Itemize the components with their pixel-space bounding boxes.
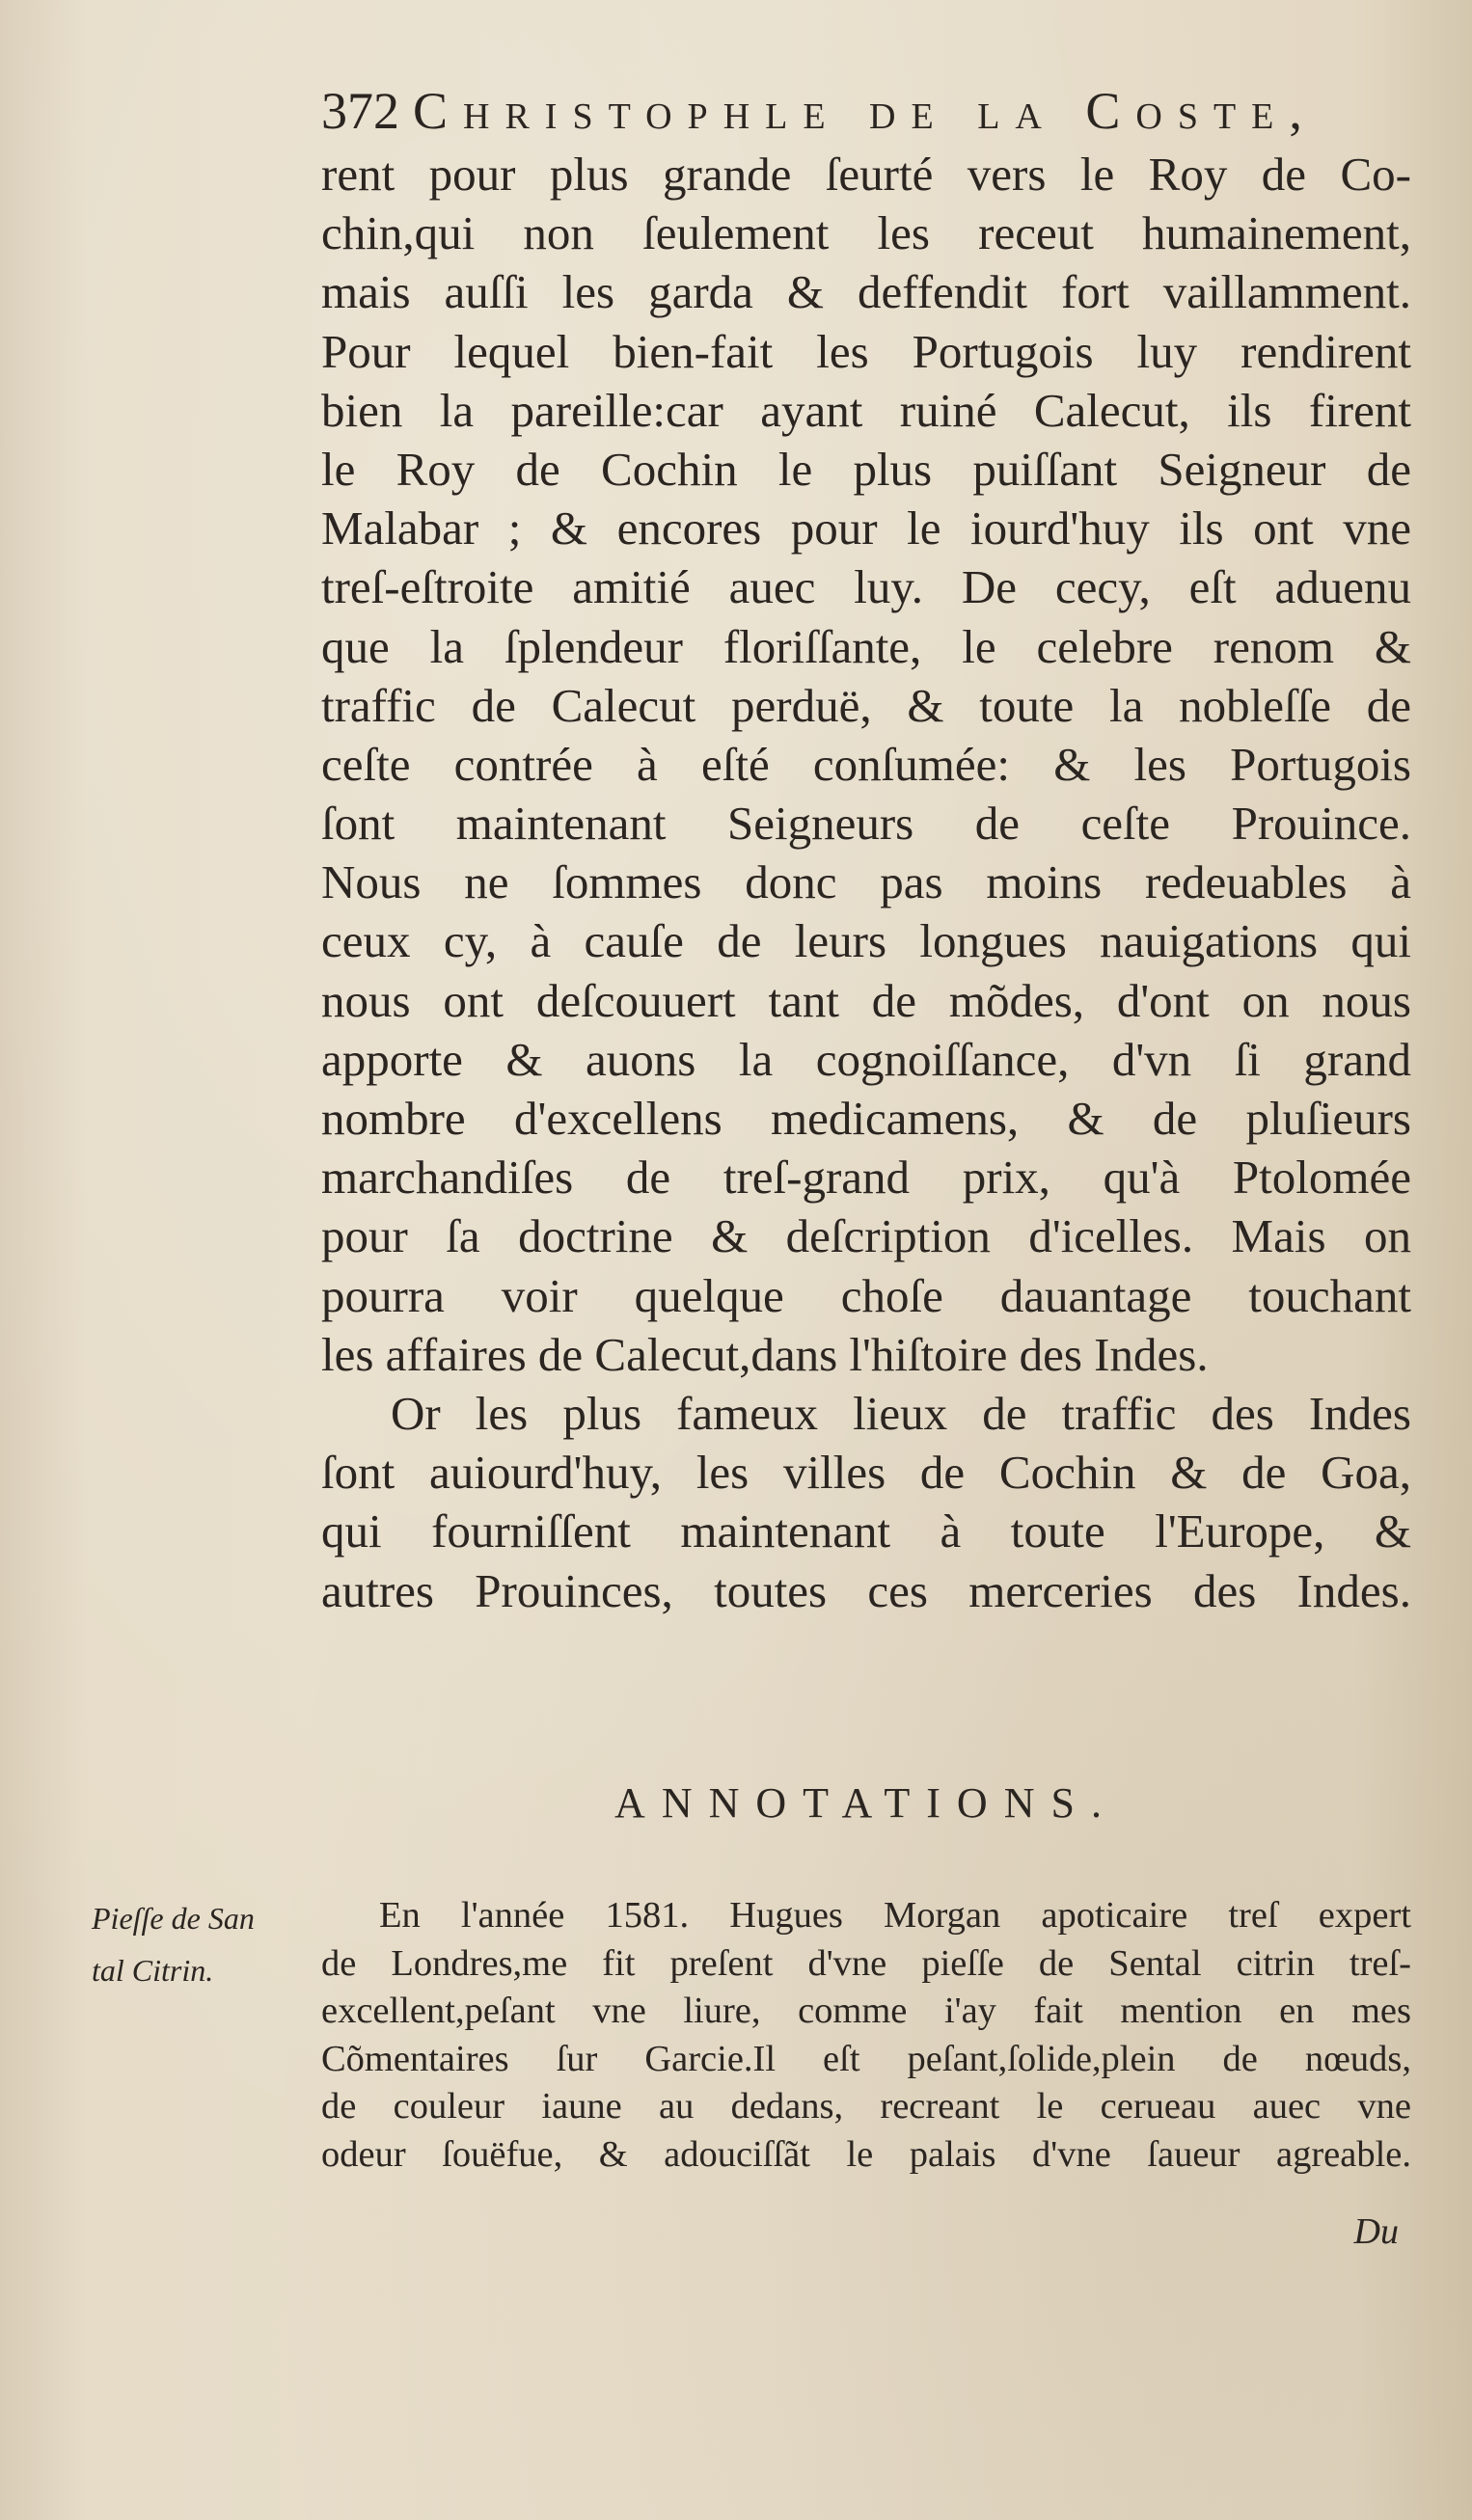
running-head: Christophle de la Coste, [413, 82, 1318, 140]
annotation-first-line: En l'année 1581. Hugues Morgan apoticaire treſ expert [379, 1895, 1411, 1936]
page-number: 372 [321, 82, 399, 140]
margin-note-line: Pieſſe de San [92, 1901, 255, 1936]
margin-note [92, 1892, 323, 1996]
annotations-heading: ANNOTATIONS. [614, 1779, 1118, 1827]
text-line: bien la pareille:car ayant ruiné Calecut, ils firent [321, 383, 1411, 437]
text-line: Nous ne ſommes donc pas moins redeuables à [321, 855, 1411, 909]
text-line: treſ-eſtroite amitié auec luy. De cecy, eſt aduenu [321, 560, 1411, 614]
text-line: nombre d'excellens medicamens, & de pluſieurs [321, 1092, 1411, 1145]
text-line: pourra voir quelque choſe dauantage touchant [321, 1268, 1411, 1322]
text-line: les affaires de Calecut,dans l'hiſtoire des Indes. [321, 1327, 1209, 1381]
text-line: le Roy de Cochin le plus puiſſant Seigneur de [321, 442, 1411, 496]
margin-note-line: tal Citrin. [92, 1953, 214, 1988]
text-line: rent pour plus grande ſeurté vers le Roy de Co- [321, 148, 1411, 201]
text-line: ſont maintenant Seigneurs de ceſte Prouince. [321, 797, 1411, 851]
text-line: ceſte contrée à eſté conſumée: & les Portugois [321, 737, 1411, 791]
annotation-line: de Londres,me fit preſent d'vne pieſſe de Sental citrin treſ- [321, 1942, 1411, 1984]
text-line: traffic de Calecut perduë, & toute la nobleſſe de [321, 678, 1411, 732]
text-line: mais auſſi les garda & deffendit fort vaillamment. [321, 265, 1411, 319]
annotation-line: Cõmentaires ſur Garcie.Il eſt peſant,ſolide,plein de nœuds, [321, 2038, 1411, 2079]
text-line: Pour lequel bien-fait les Portugois luy rendirent [321, 324, 1411, 378]
text-line: pour ſa doctrine & deſcription d'icelles. Mais on [321, 1209, 1411, 1263]
text-line: que la ſplendeur floriſſante, le celebre renom & [321, 619, 1411, 673]
catchword: Du [1353, 2211, 1399, 2252]
text-line: chin,qui non ſeulement les receut humainement, [321, 206, 1411, 260]
text-line: ceux cy, à cauſe de leurs longues nauigations qui [321, 914, 1411, 968]
annotation-line: odeur ſouëfue, & adouciſſãt le palais d'vne ſaueur agreable. [321, 2133, 1411, 2175]
text-line: Malabar ; & encores pour le iourd'huy ils ont vne [321, 501, 1411, 555]
annotation-line: excellent,peſant vne liure, comme i'ay fait mention en mes [321, 1991, 1411, 2031]
page-header [321, 77, 1411, 145]
text-line: qui fourniſſent maintenant à toute l'Europe, & [321, 1504, 1411, 1558]
annotation-block [321, 1892, 1411, 2179]
text-line: apporte & auons la cognoiſſance, d'vn ſi grand [321, 1032, 1411, 1086]
text-line: ſont auiourd'huy, les villes de Cochin & de Goa, [321, 1446, 1411, 1500]
paragraph-first-line: Or les plus fameux lieux de traffic des Indes [391, 1386, 1411, 1440]
annotation-line: de couleur iaune au dedans, recreant le cerueau auec vne [321, 2086, 1411, 2127]
text-line: marchandiſes de treſ-grand prix, qu'à Ptolomée [321, 1151, 1411, 1205]
text-line: nous ont deſcouuert tant de mõdes, d'ont on nous [321, 973, 1411, 1027]
text-line: autres Prouinces, toutes ces merceries des Indes. [321, 1563, 1411, 1617]
main-text-block [321, 145, 1411, 1620]
